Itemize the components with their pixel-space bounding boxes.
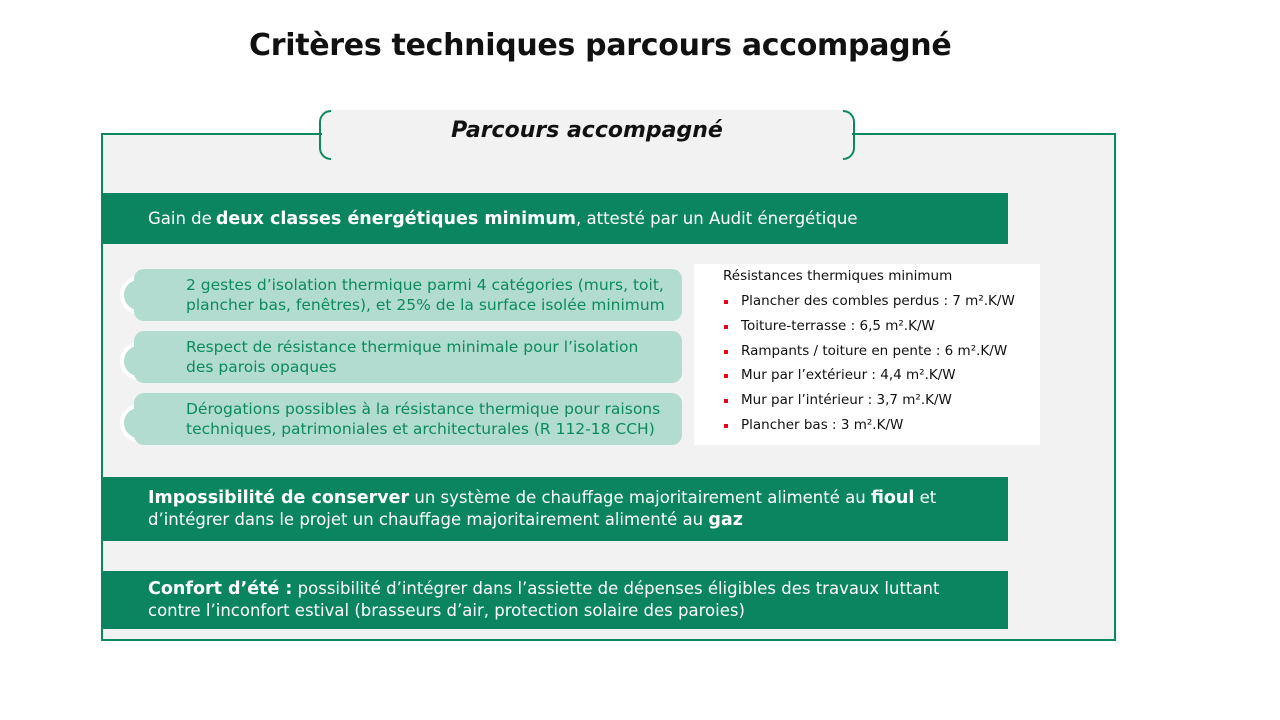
isolation-criterion-3 <box>134 393 682 445</box>
red-square-bullet-icon <box>724 399 728 403</box>
resistance-item: Mur par l’extérieur : 4,4 m².K/W <box>723 363 1040 388</box>
page-title: Critères techniques parcours accompagné <box>249 28 952 63</box>
criterion-heating-system <box>101 477 1008 541</box>
band1-pre: Gain de <box>148 208 212 228</box>
pill-text: Respect de résistance thermique minimale pour l’isolation des parois opaques <box>186 338 639 376</box>
isolation-criterion-1 <box>134 269 682 321</box>
band2-bold2: fioul <box>870 488 915 508</box>
band3-text: possibilité d’intégrer dans l’assiette de dépenses éligibles des travaux luttant contre l’inconfort estival (brasseurs d’air, protection solaire des paroies) <box>148 579 940 620</box>
resistances-title: Résistances thermiques minimum <box>723 268 953 284</box>
section-header-label: Parcours accompagné <box>451 118 723 143</box>
resistance-item: Plancher bas : 3 m².K/W <box>723 413 1040 438</box>
pill-text: Dérogations possibles à la résistance thermique pour raisons techniques, patrimoniales et architecturales (R 112-18 CCH) <box>186 400 661 438</box>
band2-text1: un système de chauffage majoritairement alimenté au <box>409 488 871 507</box>
band1-post: , attesté par un Audit énergétique <box>576 208 858 228</box>
resistance-item: Toiture-terrasse : 6,5 m².K/W <box>723 314 1040 339</box>
resistances-panel <box>694 264 1040 445</box>
red-square-bullet-icon <box>724 325 728 329</box>
resistance-item: Plancher des combles perdus : 7 m².K/W <box>723 289 1040 314</box>
red-square-bullet-icon <box>724 374 728 378</box>
resistance-item: Rampants / toiture en pente : 6 m².K/W <box>723 339 1040 364</box>
pill-text: 2 gestes d’isolation thermique parmi 4 catégories (murs, toit, plancher bas, fenêtres), et 25% de la surface isolée minimum <box>186 276 665 314</box>
criterion-summer-comfort <box>101 571 1008 629</box>
band3-bold: Confort d’été : <box>148 579 293 599</box>
band2-bold1: Impossibilité de conserver <box>148 488 410 508</box>
band1-bold: deux classes énergétiques minimum <box>215 208 577 229</box>
red-square-bullet-icon <box>724 300 728 304</box>
band2-bold3: gaz <box>708 510 743 530</box>
criterion-energy-gain <box>101 193 1008 244</box>
red-square-bullet-icon <box>724 350 728 354</box>
resistance-item: Mur par l’intérieur : 3,7 m².K/W <box>723 388 1040 413</box>
isolation-criterion-2 <box>134 331 682 383</box>
red-square-bullet-icon <box>724 424 728 428</box>
band2-text2: et d’intégrer dans le projet un chauffage majoritairement alimenté au <box>148 488 937 529</box>
